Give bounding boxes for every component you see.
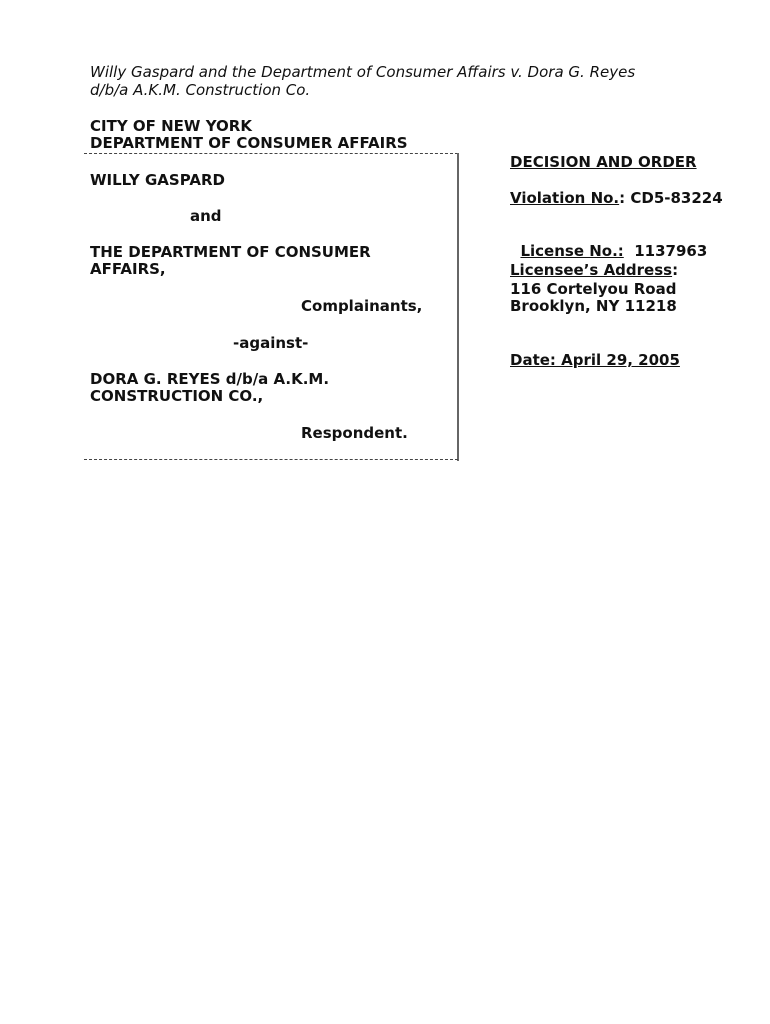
case-caption-line-1: Willy Gaspard and the Department of Consumer Affairs v. Dora G. Reyes (90, 63, 636, 81)
licensee-address-heading (510, 262, 678, 279)
respondent-line-2: CONSTRUCTION CO., (90, 387, 264, 405)
conjunction-and: and (190, 207, 222, 225)
violation-value: : CD5-83224 (619, 189, 723, 207)
complainant-1: WILLY GASPARD (90, 171, 225, 189)
against-label: -against- (233, 334, 309, 352)
license-value: 1137963 (623, 242, 708, 260)
address-line-2: Brooklyn, NY 11218 (510, 297, 677, 315)
caption-box-bottom-rule (84, 459, 458, 460)
license-label: License No.: (520, 242, 624, 260)
address-colon: : (672, 261, 679, 279)
decision-heading: DECISION AND ORDER (510, 153, 697, 171)
case-caption-line-2: d/b/a A.K.M. Construction Co. (90, 81, 311, 99)
license-number (510, 226, 707, 260)
caption-box-top-rule (84, 153, 458, 154)
violation-label: Violation No. (510, 189, 620, 207)
respondent-line-1: DORA G. REYES d/b/a A.K.M. (90, 370, 330, 388)
address-label: Licensee’s Address (510, 261, 673, 279)
respondent-label: Respondent. (301, 424, 408, 442)
agency-city: CITY OF NEW YORK (90, 117, 252, 135)
caption-box-right-rule (457, 153, 459, 461)
complainants-label: Complainants, (301, 297, 423, 315)
address-line-1: 116 Cortelyou Road (510, 280, 677, 298)
decision-date: Date: April 29, 2005 (510, 351, 680, 369)
agency-department: DEPARTMENT OF CONSUMER AFFAIRS (90, 134, 408, 152)
complainant-2-line-2: AFFAIRS, (90, 260, 166, 278)
violation-number (510, 190, 723, 207)
complainant-2-line-1: THE DEPARTMENT OF CONSUMER (90, 243, 371, 261)
